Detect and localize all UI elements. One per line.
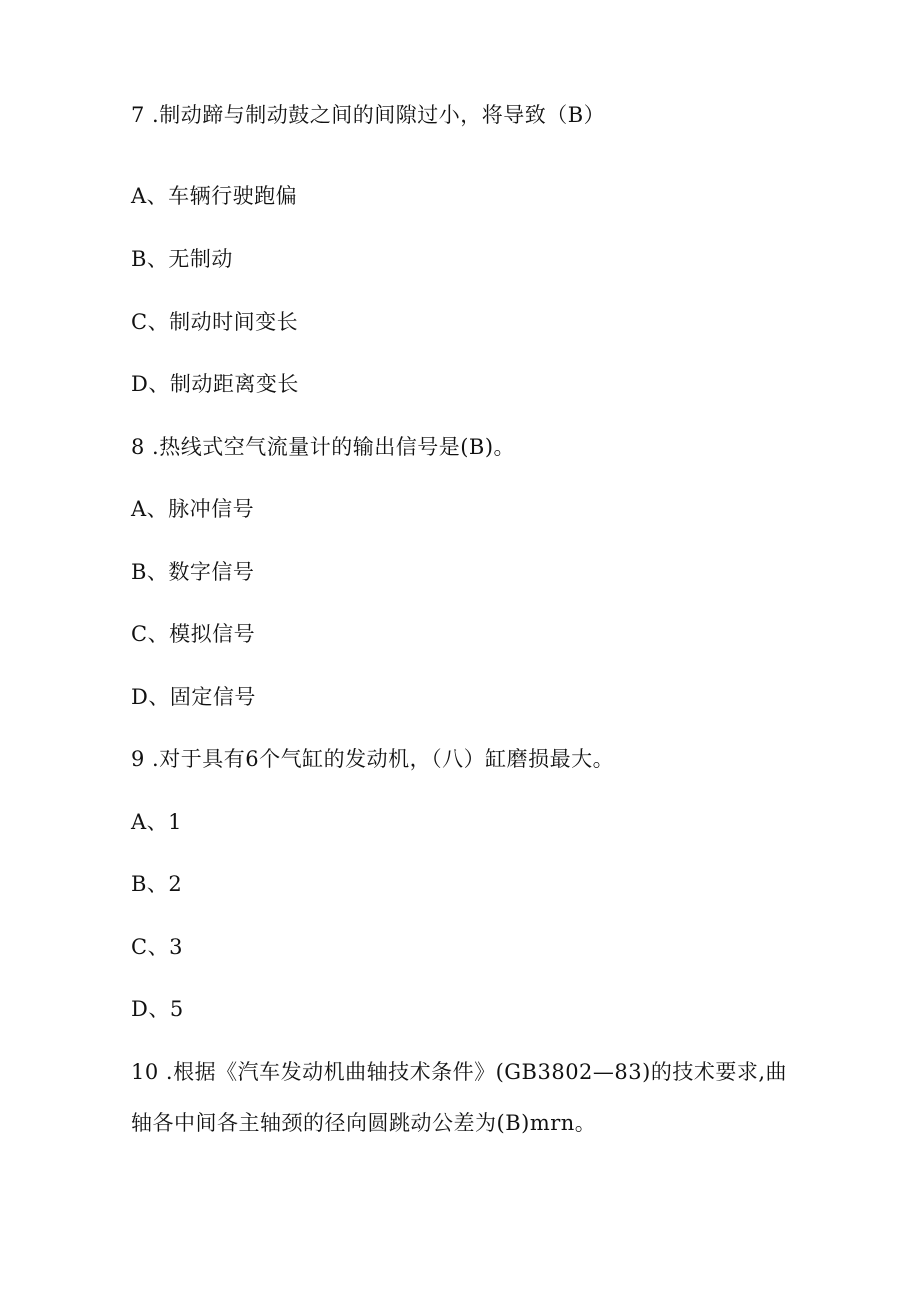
question-7-option-d: D、制动距离变长 bbox=[131, 372, 299, 396]
question-9-option-d: D、5 bbox=[131, 997, 184, 1021]
question-8-option-b: B、数字信号 bbox=[131, 560, 255, 584]
question-7-option-b: B、无制动 bbox=[131, 247, 233, 271]
question-8-option-d: D、固定信号 bbox=[131, 685, 256, 709]
question-8-stem: 8 .热线式空气流量计的输出信号是(B)。 bbox=[131, 435, 516, 459]
question-7-option-a: A、车辆行驶跑偏 bbox=[131, 184, 298, 208]
question-7-stem: 7 .制动蹄与制动鼓之间的间隙过小，将导致（B） bbox=[131, 103, 606, 127]
question-8-option-a: A、脉冲信号 bbox=[131, 497, 255, 521]
question-7-option-c: C、制动时间变长 bbox=[131, 310, 299, 334]
question-9-option-a: A、1 bbox=[131, 810, 183, 834]
question-9-stem: 9 .对于具有6个气缸的发动机，（八）缸磨损最大。 bbox=[131, 747, 615, 771]
question-10-stem-line-1: 10 .根据《汽车发动机曲轴技术条件》(GB3802—83)的技术要求,曲 bbox=[131, 1060, 788, 1084]
question-8-option-c: C、模拟信号 bbox=[131, 622, 256, 646]
question-9-option-b: B、2 bbox=[131, 872, 183, 896]
question-10-stem-line-2: 轴各中间各主轴颈的径向圆跳动公差为(B)mrn。 bbox=[131, 1111, 597, 1135]
question-9-option-c: C、3 bbox=[131, 935, 183, 959]
